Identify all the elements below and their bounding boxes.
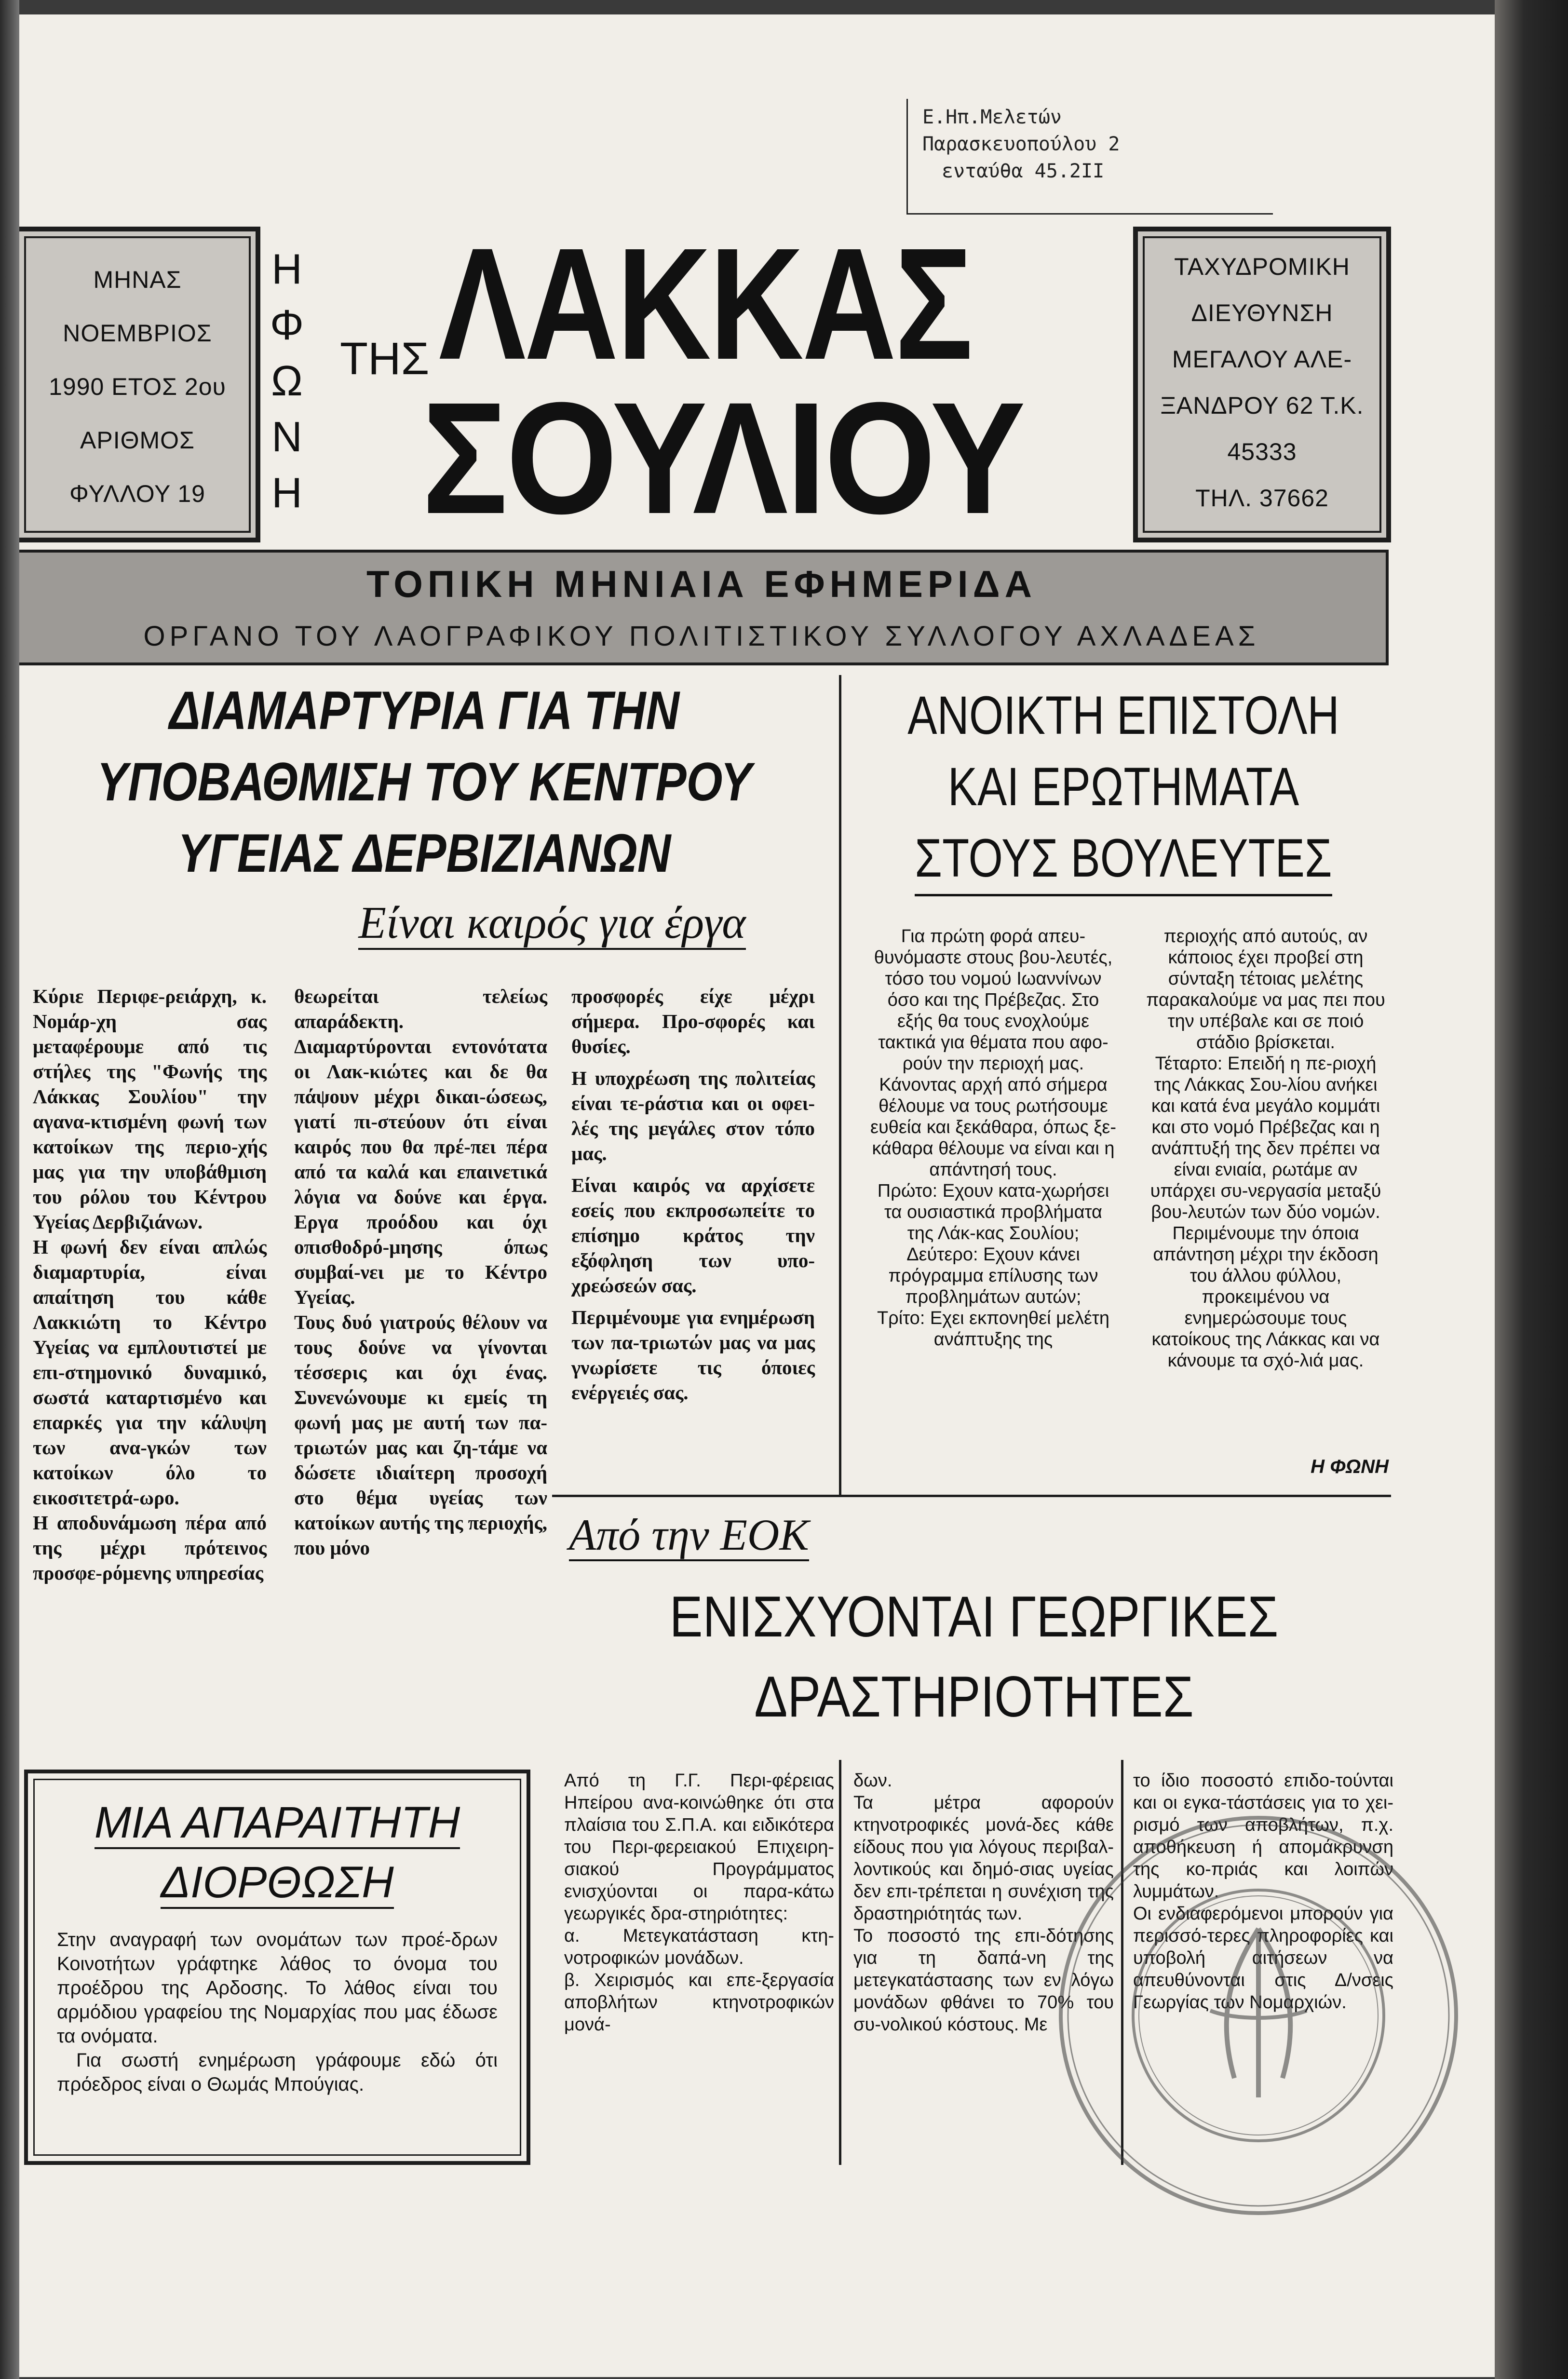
masthead-foni-vertical [268, 241, 306, 521]
paragraph: Για σωστή ενημέρωση γράφουμε εδώ ότι πρόεδρος είναι ο Θωμάς Μπούγιας. [57, 2050, 498, 2095]
paragraph: Το ποσοστό της επι-δότησης για τη δαπά-νη της μετεγκατάστασης των εν λόγω μονάδων φθάνει το 70% του συ-νολικού κόστους. Με [853, 1926, 1114, 2035]
article2-headline-line: ΚΑΙ ΕΡΩΤΗΜΑΤΑ [947, 757, 1299, 817]
address-line: ΔΙΕΥΘΥΝΣΗ [1191, 299, 1333, 326]
masthead-tagline: ΤΟΠΙΚΗ ΜΗΝΙΑΙΑ ΕΦΗΜΕΡΙΔΑ [366, 563, 1037, 605]
paragraph: β. Χειρισμός και επε-ξεργασία αποβλήτων κτηνοτροφικών μονά- [564, 1970, 834, 2035]
paragraph: Κάνοντας αρχή από σήμερα θέλουμε να τους ρωτήσουμε ευθεία και ξεκάθαρα, όπως ξε-κάθαρα θέλουμε να είναι και η απάντησή τους. [870, 1075, 1116, 1180]
section-divider [552, 1495, 1391, 1497]
paragraph: Είναι καιρός να αρχίσετε εσείς που εκπροσωπείτε το επίσημο κράτος την εξόφληση των υπο-χρεώσεών σας. [571, 1174, 815, 1297]
masthead-banner [19, 550, 1389, 665]
archive-note [906, 99, 1273, 215]
paragraph: θεωρείται τελείως απαράδεκτη. [294, 985, 547, 1032]
address-line: ΤΗΛ. 37662 [1195, 485, 1329, 512]
archive-note-line-1: Ε.Ηπ.Μελετών [922, 106, 1062, 128]
newspaper-page [19, 14, 1495, 2377]
paragraph: Η υποχρέωση της πολιτείας είναι τε-ράστια και οι οφει-λές της μεγάλες στον τόπο μας. [571, 1067, 815, 1164]
article2-signature: Η ΦΩΝΗ [1311, 1456, 1389, 1477]
address-line: ΞΑΝΔΡΟΥ 62 Τ.Κ. [1160, 392, 1364, 419]
masthead-organ: ΟΡΓΑΝΟ ΤΟΥ ΛΑΟΓΡΑΦΙΚΟΥ ΠΟΛΙΤΙΣΤΙΚΟΥ ΣΥΛΛΟΓΟΥ ΑΧΛΑΔΕΑΣ [143, 621, 1260, 652]
paragraph: Πρώτο: Εχουν κατα-χωρήσει τα ουσιαστικά προβλήματα της Λάκ-κας Σουλίου; [877, 1181, 1109, 1244]
paragraph: Τρίτο: Εχει εκπονηθεί μελέτη ανάπτυξης της [877, 1308, 1110, 1350]
paragraph: Κύριε Περιφε-ρειάρχη, κ. Νομάρ-χη σας μεταφέρουμε από τις στήλες της "Φωνής της Λάκκας Σουλίου" την αγανα-κτισμένη φωνή των κατοίκων της περιο-χής μας για την υποβάθμιση του ρόλου του Κέντρου Υγείας Δερβιζιάνων. [33, 985, 267, 1233]
masthead-letter: Η [271, 469, 302, 516]
paragraph: περιοχής από αυτούς, αν κάποιος έχει προβεί στη σύνταξη τέτοιας μελέτης παρακαλούμε να μας πει που την υπέβαλε και σε ποιό στάδιο βρίσκεται. [1146, 926, 1385, 1053]
article2-column-2 [1143, 926, 1389, 1371]
correction-text [57, 1928, 498, 2096]
address-box [1133, 227, 1391, 542]
issue-info-line: ΜΗΝΑΣ [93, 266, 182, 293]
article1-column-3 [571, 984, 815, 1405]
article2-headline [902, 680, 1345, 896]
paragraph: Οι ενδιαφερόμενοι μπορούν για περισσό-τερες πληροφορίες και υποβολή αιτήσεων να απευθύνονται στις Δ/νσεις Γεωργίας των Νομαρχιών. [1133, 1904, 1393, 2013]
column-divider [839, 1760, 841, 2165]
article1-column-2 [294, 984, 547, 1560]
correction-title-line: ΔΙΟΡΘΩΣΗ [161, 1858, 393, 1909]
article2-headline-line: ΣΤΟΥΣ ΒΟΥΛΕΥΤΕΣ [915, 823, 1332, 896]
book-binding-left [0, 0, 19, 2379]
article1-headline-line: ΥΓΕΙΑΣ ΔΕΡΒΙΖΙΑΝΩΝ [177, 823, 671, 883]
issue-info-box [19, 227, 260, 542]
paragraph: Τα μέτρα αφορούν κτηνοτροφικές μονά-δες κάθε είδους που για λόγους περιβαλ-λοντικούς και δημό-σιας υγείας δεν επι-τρέπεται η συνέχιση της δραστηριότητάς των. [853, 1793, 1114, 1924]
paragraph: Περιμένουμε την όποια απάντηση μέχρι την έκδοση του άλλου φύλλου, προκειμένου να ενημερώσουμε τους κατοίκους της Λάκκας και να κάνουμε τα σχό-λιά μας. [1151, 1223, 1380, 1371]
paragraph: α. Μετεγκατάσταση κτη-νοτροφικών μονάδων. [564, 1926, 834, 1968]
paragraph: Τους δυό γιατρούς θέλουν να τους δούνε να γίνονται τέσσερις και όχι ένας. Συνενώνουμε κι εμείς τη φωνή μας με αυτή των πα-τριωτών μας και ζη-τάμε να δώσετε ιδιαίτερη προσοχή στο θέμα υγείας των κατοίκων αυτής της περιοχής, που μόνο [294, 1311, 547, 1559]
issue-info-line: ΦΥΛΛΟΥ 19 [69, 480, 205, 507]
paragraph: Στην αναγραφή των ονομάτων των προέ-δρων Κοινοτήτων γράφτηκε λάθος το όνομα του προέδρου της Αρδοσης. Το λάθος είναι του αρμόδιου γραφείου της Νομαρχίας που μας έδωσε τα ονόματα. [57, 1929, 498, 2047]
paragraph: Η φωνή δεν είναι απλώς διαμαρτυρία, είναι απαίτηση του κάθε Λακκιώτη το Κέντρο Υγείας να εμπλουτιστεί με επι-στημονικό δυναμικό, σωστά καταρτισμένο και επαρκές για την κάλυψη των ανα-γκών των κατοίκων όλο το εικοσιτετρά-ωρο. [33, 1236, 267, 1509]
address-line: ΤΑΧΥΔΡΟΜΙΚΗ [1174, 253, 1350, 280]
article1-headline [88, 675, 760, 889]
article3-column-1 [564, 1770, 834, 2036]
article3-headline [613, 1577, 1335, 1737]
article3-headline-line: ΕΝΙΣΧΥΟΝΤΑΙ ΓΕΩΡΓΙΚΕΣ [669, 1584, 1279, 1649]
article3-headline-line: ΔΡΑΣΤΗΡΙΟΤΗΤΕΣ [754, 1664, 1194, 1729]
correction-box [24, 1770, 530, 2165]
paragraph: το ίδιο ποσοστό επιδο-τούνται και οι εγκα-τάστάσεις για το χει-ρισμό των αποβλήτων, π.χ. αποθήκευση ή απομάκρυνση της κο-πριάς και λοιπών λυμμάτων. [1133, 1771, 1393, 1902]
paragraph: προσφορές είχε μέχρι σήμερα. Προ-σφορές και θυσίες. [571, 985, 815, 1057]
book-binding-right [1495, 0, 1568, 2379]
article1-subhead [270, 897, 834, 949]
archive-note-line-2: Παρασκευοπούλου 2 [922, 133, 1120, 155]
library-seal-stamp [1051, 1808, 1466, 2223]
correction-title [28, 1793, 527, 1912]
archive-note-line-3: ενταύθα 45.2ΙΙ [942, 160, 1105, 182]
article1-column-1 [33, 984, 267, 1585]
article1-subhead-text: Είναι καιρός για έργα [358, 898, 745, 950]
paragraph: δων. [853, 1771, 892, 1791]
paragraph: Από τη Γ.Γ. Περι-φέρειας Ηπείρου ανα-κοινώθηκε ότι στα πλαίσια του Σ.Π.Α. και ειδικότερα του Περι-φερειακού Επιχειρη-σιακού Προγράμματος ενισχύονται οι παρα-κάτω γεωργικές δρα-στηριότητες: [564, 1771, 834, 1924]
address-line: ΜΕΓΑΛΟΥ ΑΛΕ- [1172, 346, 1352, 373]
correction-title-line: ΜΙΑ ΑΠΑΡΑΙΤΗΤΗ [95, 1798, 460, 1849]
paragraph: Τέταρτο: Επειδή η πε-ριοχή της Λάκκας Σου-λίου ανήκει και κατά ένα μεγάλο κομμάτι και στο νομό Πρέβεζας και η ανάπτυξή της δεν πρέπει να είναι ενιαία, ρωτάμε αν υπάρχει συ-νεργασία μεταξύ βου-λευτών των δύο νομών. [1150, 1054, 1381, 1222]
paragraph: Για πρώτη φορά απευ-θυνόμαστε στους βου-λευτές, τόσο του νομού Ιωαννίνων όσο και της Πρέβεζας. Στο εξής θα τους ενοχλούμε τακτικά για θέματα που αφο-ρούν την περιοχή μας. [874, 926, 1113, 1074]
article3-kicker [569, 1509, 809, 1560]
issue-info-line: 1990 ΕΤΟΣ 2ου [49, 373, 226, 400]
masthead-title-line-1: ΛΑΚΚΑΣ [439, 215, 972, 392]
article1-headline-line: ΔΙΑΜΑΡΤΥΡΙΑ ΓΙΑ ΤΗΝ [169, 680, 680, 741]
issue-info-line: ΑΡΙΘΜΟΣ [80, 427, 195, 454]
column-divider [839, 675, 841, 1495]
masthead-letter: Φ [270, 301, 304, 349]
masthead-letter: Ω [271, 357, 303, 405]
article2-column-1 [870, 926, 1116, 1350]
masthead-title-line-2: ΣΟΥΛΙΟΥ [422, 369, 1024, 547]
address-line: 45333 [1227, 438, 1297, 465]
masthead-letter: Η [271, 245, 302, 293]
paragraph: Δεύτερο: Εχουν κάνει πρόγραμμα επίλυσης των προβλημάτων αυτών; [888, 1244, 1098, 1307]
article1-headline-line: ΥΠΟΒΑΘΜΙΣΗ ΤΟΥ ΚΕΝΤΡΟΥ [97, 752, 752, 812]
paragraph: Περιμένουμε για ενημέρωση των πα-τριωτών μας να μας γνωρίσετε τις όποιες ενέργειές σας. [571, 1306, 815, 1404]
paragraph: Διαμαρτύρονται εντονότατα οι Λακ-κιώτες και δε θα πάψουν μέχρι δικαι-ώσεως, γιατί πι-στεύουν ότι είναι καιρός που θα πρέ-πει πέρα από τα καλά και επαινετικά λόγια να δούνε και έργα. Εργα προόδου και όχι οπισθοδρό-μησης όπως συμβαί-νει με το Κέντρο Υγείας. [294, 1035, 547, 1308]
article3-kicker-text: Από την ΕΟΚ [569, 1510, 809, 1561]
article2-headline-line: ΑΝΟΙΚΤΗ ΕΠΙΣΤΟΛΗ [907, 685, 1339, 745]
masthead-letter: Ν [271, 413, 302, 460]
issue-info-line: ΝΟΕΜΒΡΙΟΣ [63, 320, 212, 347]
masthead-tis: ΤΗΣ [340, 333, 430, 384]
paragraph: Η αποδυνάμωση πέρα από της μέχρι πρότεινος προσφε-ρόμενης υπηρεσίας [33, 1512, 267, 1584]
